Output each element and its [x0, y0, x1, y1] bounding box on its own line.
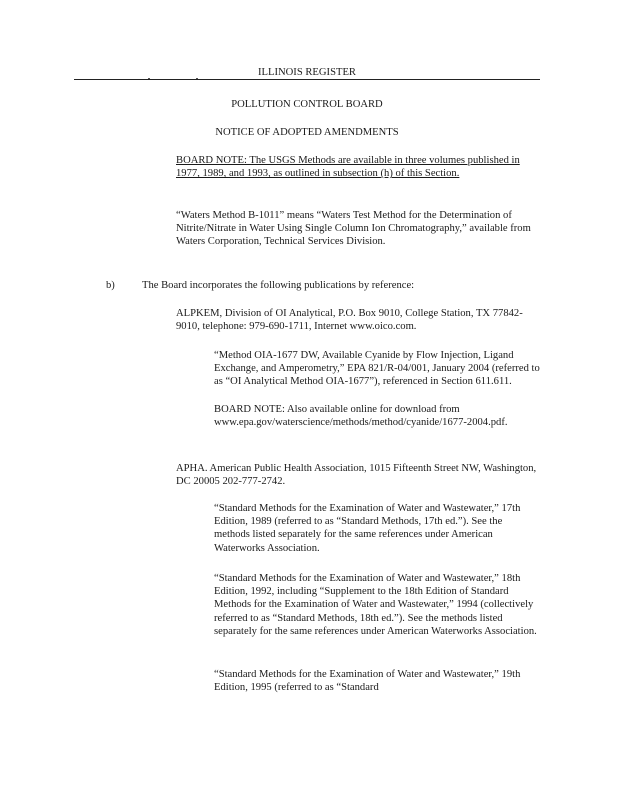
scan-speck [148, 78, 150, 79]
alpkem-entry: ALPKEM, Division of OI Analytical, P.O. Box 9010, College Station, TX 77842-9010, telephone: 979-690-1711, Internet www.oico.com. [176, 308, 523, 333]
notice-heading: NOTICE OF ADOPTED AMENDMENTS [215, 127, 399, 138]
subsection-b-label: b) [106, 280, 115, 291]
standard-methods-17th: “Standard Methods for the Examination of Water and Wastewater,” 17th Edition, 1989 (referred to as “Standard Methods, 17th ed.”). See the methods listed separately for the same references under American Waterworks Association. [214, 503, 521, 554]
board-heading: POLLUTION CONTROL BOARD [231, 99, 383, 110]
waters-method-definition: “Waters Method B-1011” means “Waters Test Method for the Determination of Nitrite/Nitrate in Water Using Single Column Ion Chromatography,” available from Waters Corporation, Technical Services Division. [176, 210, 531, 248]
scan-speck [196, 78, 198, 79]
method-oia-1677: “Method OIA-1677 DW, Available Cyanide by Flow Injection, Ligand Exchange, and Amperometry,” EPA 821/R-04/001, January 2004 (referred to as “OI Analytical Method OIA-1677”), referenced in Section 611.611. [214, 350, 540, 388]
register-title: ILLINOIS REGISTER [258, 67, 356, 78]
board-note-usgs: BOARD NOTE: The USGS Methods are available in three volumes published in 1977, 1989, and 1993, as outlined in subsection (h) of this Section. [176, 155, 520, 180]
apha-entry: APHA. American Public Health Association, 1015 Fifteenth Street NW, Washington, DC 20005 202-777-2742. [176, 463, 537, 488]
header-rule [74, 79, 540, 80]
subsection-b-text: The Board incorporates the following publications by reference: [142, 280, 415, 291]
standard-methods-18th: “Standard Methods for the Examination of Water and Wastewater,” 18th Edition, 1992, including “Supplement to the 18th Edition of Standard Methods for the Examination of Water and Wastewater,” 1994 (collectively referred to as “Standard Methods, 18th ed.”). See the methods listed separately for the same references under American Waterworks Association. [214, 573, 537, 637]
standard-methods-19th: “Standard Methods for the Examination of Water and Wastewater,” 19th Edition, 1995 (referred to as “Standard [214, 669, 521, 694]
alpkem-board-note: BOARD NOTE: Also available online for download from www.epa.gov/waterscience/methods/method/cyanide/1677-2004.pdf. [214, 404, 508, 429]
